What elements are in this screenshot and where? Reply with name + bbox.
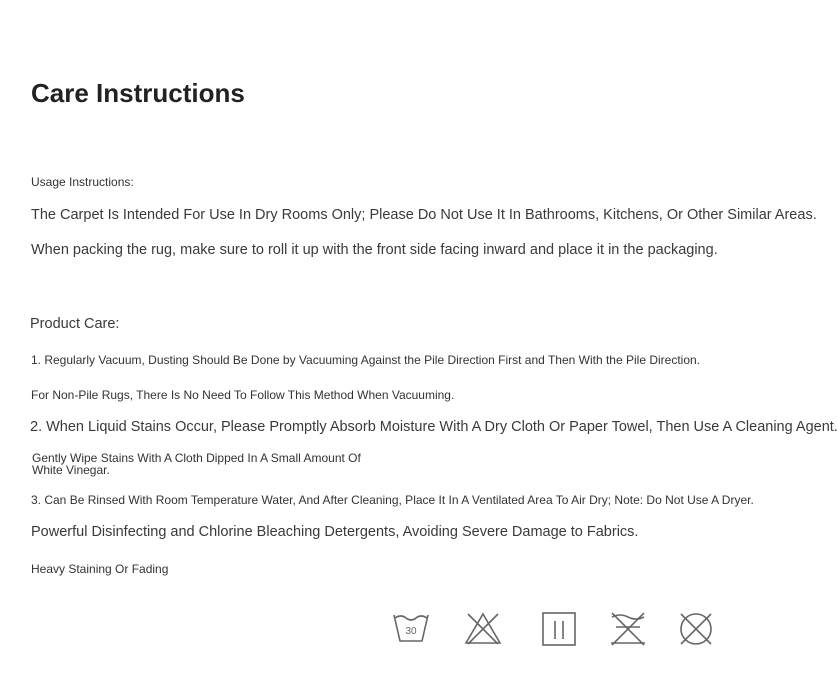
care-item-1-note: For Non-Pile Rugs, There Is No Need To Follow This Method When Vacuuming. bbox=[31, 388, 455, 402]
usage-line-2: When packing the rug, make sure to roll it up with the front side facing inward and place it in the packaging. bbox=[31, 242, 718, 258]
usage-heading: Usage Instructions: bbox=[31, 175, 134, 189]
care-item-2: 2. When Liquid Stains Occur, Please Promptly Absorb Moisture With A Dry Cloth Or Paper Towel, Then Use A Cleaning Agent. bbox=[30, 419, 838, 435]
dry-flat-icon bbox=[539, 609, 579, 649]
wash-30-icon bbox=[391, 609, 431, 649]
product-care-heading: Product Care: bbox=[30, 316, 120, 332]
wash-temp-label: 30 bbox=[405, 626, 417, 637]
care-item-1: 1. Regularly Vacuum, Dusting Should Be Done by Vacuuming Against the Pile Direction First and Then With the Pile Direction. bbox=[31, 353, 701, 367]
usage-line-1: The Carpet Is Intended For Use In Dry Rooms Only; Please Do Not Use It In Bathrooms, Kitchens, Or Other Similar Areas. bbox=[31, 207, 817, 223]
do-not-dry-clean-icon bbox=[676, 609, 716, 649]
page-title: Care Instructions bbox=[31, 78, 245, 108]
care-item-3: 3. Can Be Rinsed With Room Temperature Water, And After Cleaning, Place It In A Ventilated Area To Air Dry; Note: Do Not Use A Dryer. bbox=[31, 493, 754, 507]
care-item-3-note-2: Heavy Staining Or Fading bbox=[31, 562, 169, 576]
do-not-bleach-icon bbox=[463, 609, 503, 649]
care-item-2-note: Gently Wipe Stains With A Cloth Dipped In A Small Amount Of White Vinegar. bbox=[32, 451, 361, 477]
care-item-3-note: Powerful Disinfecting and Chlorine Bleaching Detergents, Avoiding Severe Damage to Fabrics. bbox=[31, 524, 639, 540]
do-not-tumble-dry-icon bbox=[608, 609, 648, 649]
